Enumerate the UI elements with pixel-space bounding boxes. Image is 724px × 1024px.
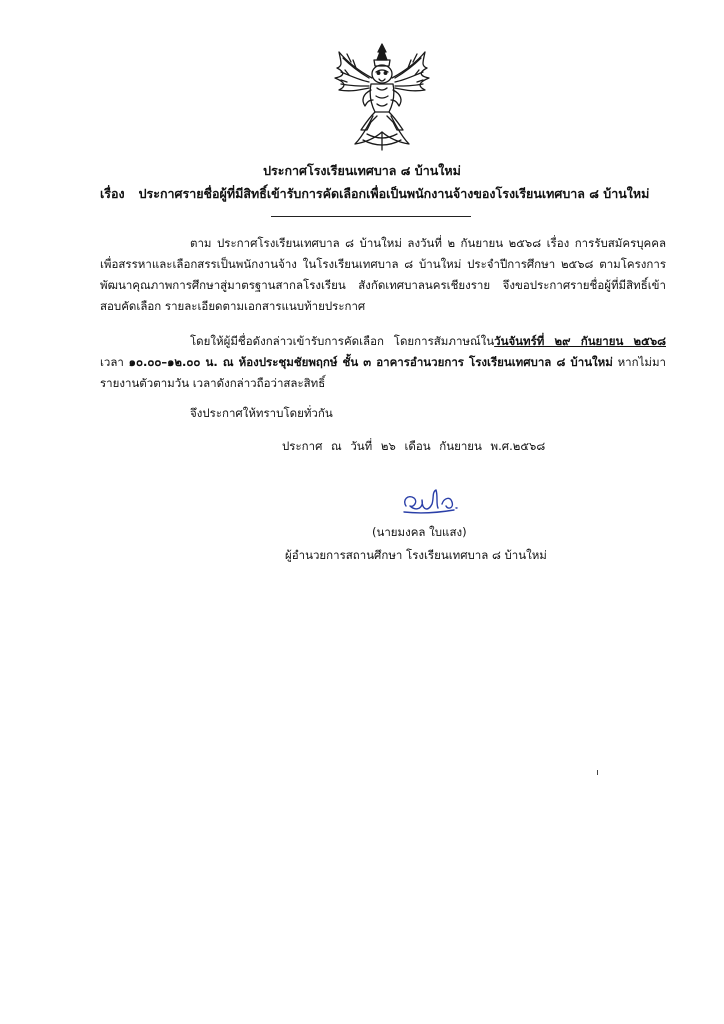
closing-statement: จึงประกาศให้ทราบโดยทั่วกัน xyxy=(190,406,333,420)
garuda-emblem-icon xyxy=(327,42,437,154)
handwritten-signature xyxy=(392,478,482,518)
time-prefix: เวลา xyxy=(100,355,129,369)
signer-name: (นายมงคล ใบแสง) xyxy=(372,525,467,539)
signer-position: ผู้อำนวยการสถานศึกษา โรงเรียนเทศบาล ๘ บ้านใหม่ xyxy=(285,548,547,562)
interview-time-place: ๑๐.๐๐–๑๒.๐๐ น. ณ ห้องประชุมชัยพฤกษ์ ชั้น ๓ อาคารอำนวยการ โรงเรียนเทศบาล ๘ บ้านใหม่ xyxy=(128,355,613,369)
paragraph-2-tail: หากไม่มารายงานตัวตามวัน เวลาดังกล่าวถือว่าสละสิทธิ์ xyxy=(100,355,666,390)
paragraph-2-intro: โดยให้ผู้มีชื่อดังกล่าวเข้ารับการคัดเลือก โดยการสัมภาษณ์ใน xyxy=(190,334,495,348)
interview-date: วันจันทร์ที่ ๒๙ กันยายน ๒๕๖๘ xyxy=(494,334,666,348)
document-title: ประกาศโรงเรียนเทศบาล ๘ บ้านใหม่ xyxy=(263,163,461,178)
paragraph-1: ตาม ประกาศโรงเรียนเทศบาล ๘ บ้านใหม่ ลงวันที่ ๒ กันยายน ๒๕๖๘ เรื่อง การรับสมัครบุคคลเพื่อสรรหาและเลือกสรรเป็นพนักงานจ้าง ในโรงเรียนเทศบาล ๘ บ้านใหม่ ประจำปีการศึกษา ๒๕๖๘ ตามโครงการพัฒนาคุณภาพการศึกษาสู่มาตรฐานสากลโรงเรียน สังกัดเทศบาลนครเชียงราย จึงขอประกาศรายชื่อผู้ที่มีสิทธิ์เข้าสอบคัดเลือก รายละเอียดตามเอกสารแนบท้ายประกาศ xyxy=(100,236,666,313)
scan-mark xyxy=(597,770,598,775)
subject-line xyxy=(100,185,660,203)
paragraph-2 xyxy=(100,331,666,394)
subject-text: ประกาศรายชื่อผู้ที่มีสิทธิ์เข้ารับการคัดเลือกเพื่อเป็นพนักงานจ้างของโรงเรียนเทศบาล ๘ บ้านใหม่ xyxy=(138,186,650,201)
announce-date: ประกาศ ณ วันที่ ๒๖ เดือน กันยายน พ.ศ.๒๕๖๘ xyxy=(282,439,546,453)
title-divider xyxy=(271,216,471,217)
subject-label: เรื่อง xyxy=(100,186,125,201)
